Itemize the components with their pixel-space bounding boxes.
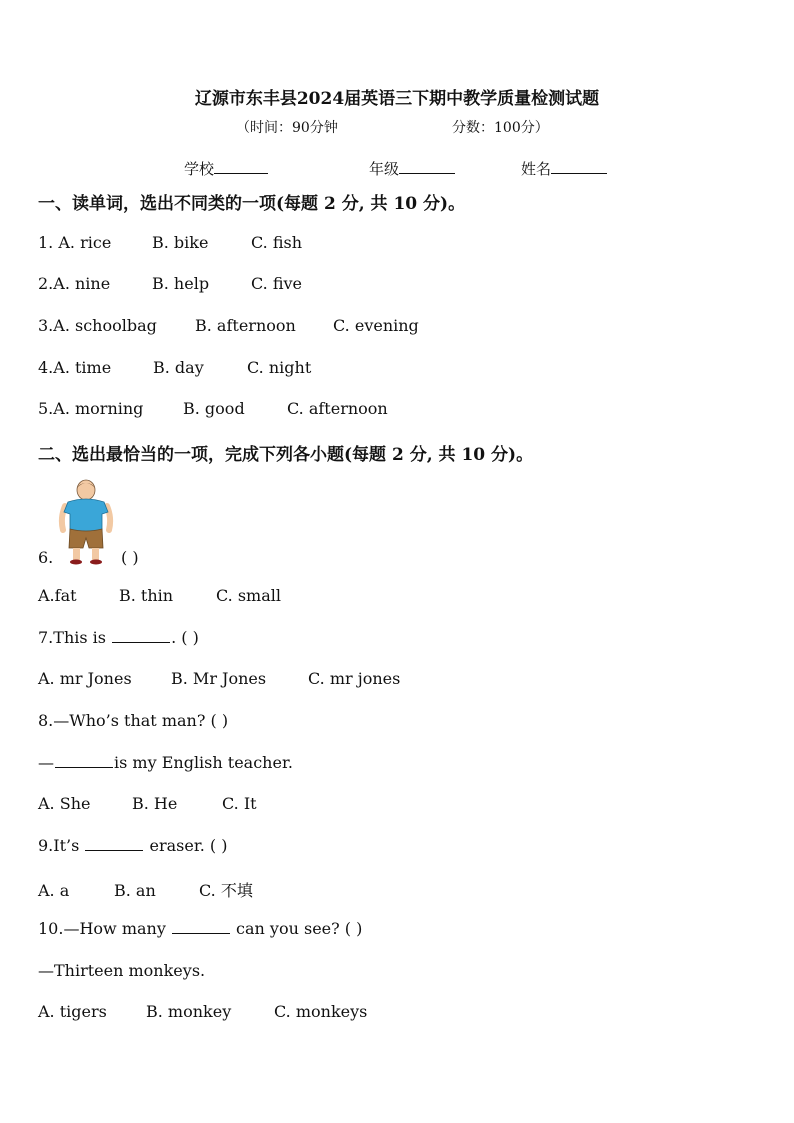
question-9: 9.It’s eraser. ( ) [38,836,228,855]
q7-option-b: B. Mr Jones [171,669,267,688]
q8-option-c: C. It [222,794,257,813]
section-1-heading: 一、读单词，选出不同类的一项(每题 2 分, 共 10 分)。 [38,194,466,214]
q5-option-c: C. afternoon [287,399,388,418]
q2-option-b: B. help [152,274,210,293]
q9-option-b: B. an [114,881,156,900]
section-2-heading: 二、选出最恰当的一项，完成下列各小题(每题 2 分, 共 10 分)。 [38,445,534,465]
q5-option-b: B. good [183,399,245,418]
q10-option-b: B. monkey [146,1002,232,1021]
school-label: 学校 [184,160,215,178]
q6-option-c: C. small [216,586,281,605]
q7-options [38,669,400,688]
q9-blank [85,836,143,851]
q10-option-a: A. tigers [38,1002,107,1021]
q5-option-a: 5.A. morning [38,399,144,418]
q1-option-c: C. fish [251,233,303,252]
question-5 [38,399,388,418]
name-field [521,158,607,179]
question-6 [38,548,139,567]
question-2 [38,274,302,293]
q6-option-a: A.fat [38,586,77,605]
q8-option-a: A. She [38,794,91,813]
q1-option-b: B. bike [152,233,209,252]
q3-option-b: B. afternoon [195,316,296,335]
grade-blank [399,159,455,174]
q10-reply: —Thirteen monkeys. [38,961,206,980]
q9-option-c: C. 不填 [199,881,253,900]
q2-option-a: 2.A. nine [38,274,111,293]
q10-options [38,1002,367,1021]
question-8: 8.—Who’s that man? ( ) [38,711,229,730]
q8-options [38,794,257,813]
question-4 [38,358,311,377]
q8-reply: — is my English teacher. [38,753,293,772]
question-7: 7.This is . ( ) [38,628,199,647]
q6-number: 6. [38,548,54,567]
q8-blank [55,753,113,768]
grade-label: 年级 [369,160,400,178]
q4-option-b: B. day [153,358,204,377]
q7-blank [112,628,170,643]
grade-field [369,158,455,179]
q9-option-a: A. a [38,881,70,900]
q10-blank [172,919,230,934]
name-label: 姓名 [521,160,552,178]
q7-option-c: C. mr jones [308,669,401,688]
q8-option-b: B. He [132,794,178,813]
question-3 [38,316,419,335]
q4-option-a: 4.A. time [38,358,112,377]
q6-options [38,586,281,605]
question-10: 10.—How many can you see? ( ) [38,919,363,938]
question-1 [38,233,302,252]
exam-time: （时间：90分钟 [236,120,338,136]
name-blank [551,159,607,174]
school-blank [214,159,268,174]
q7-option-a: A. mr Jones [38,669,132,688]
q6-option-b: B. thin [119,586,174,605]
q9-options [38,878,253,901]
school-field [184,158,268,179]
q4-option-c: C. night [247,358,312,377]
q2-option-c: C. five [251,274,303,293]
q6-answer-paren: ( ) [121,548,139,567]
page-title: 辽源市东丰县2024届英语三下期中教学质量检测试题 [194,89,600,109]
exam-score: 分数：100分） [452,120,549,136]
q10-option-c: C. monkeys [274,1002,368,1021]
q3-option-c: C. evening [333,316,419,335]
q3-option-a: 3.A. schoolbag [38,316,157,335]
q1-option-a: 1. A. rice [38,233,112,252]
